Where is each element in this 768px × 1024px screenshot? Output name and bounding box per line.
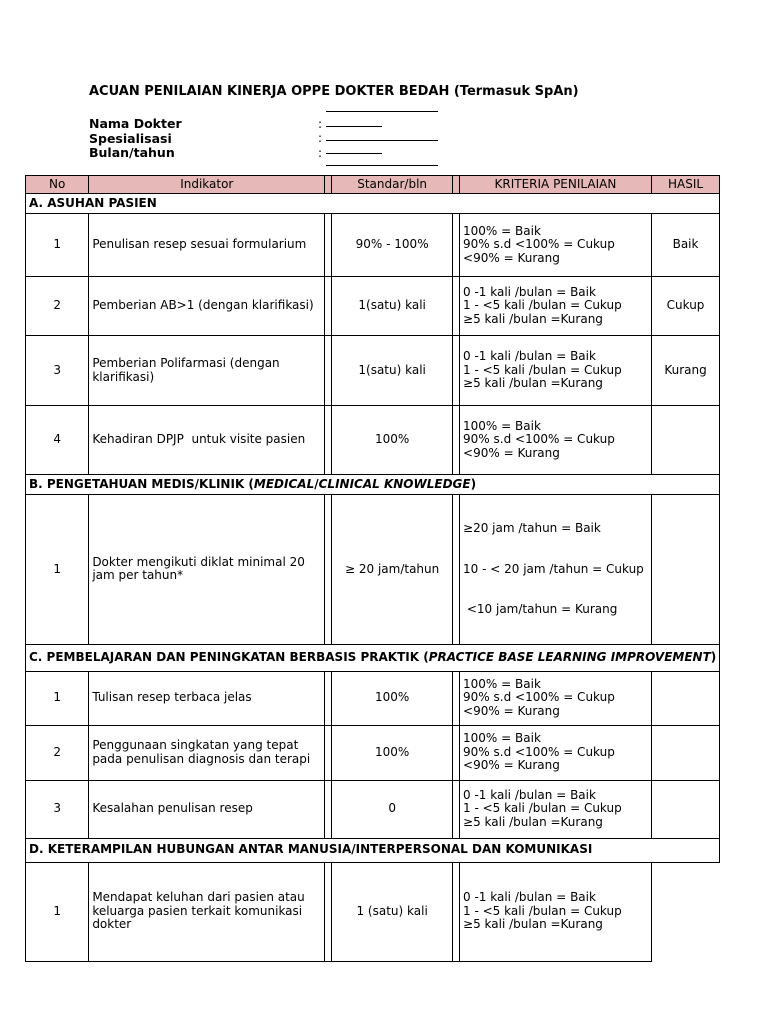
- section-title-part: ): [710, 649, 717, 664]
- cell-indikator: Kehadiran DPJP untuk visite pasien: [89, 406, 325, 475]
- kriteria-line: 1 - <5 kali /bulan = Cukup: [463, 903, 622, 918]
- table-row: [26, 406, 720, 475]
- field-line-extra[interactable]: [326, 165, 438, 166]
- cell-kriteria: [460, 495, 652, 645]
- kriteria-line: 0 -1 kali /bulan = Baik: [463, 349, 596, 364]
- cell-kriteria: [460, 725, 652, 780]
- cell-no: 1: [26, 214, 89, 277]
- section-title-b: [26, 475, 720, 495]
- col-spacer: [325, 862, 332, 961]
- cell-indikator: Penulisan resep sesuai formularium: [89, 214, 325, 277]
- cell-kriteria: [460, 780, 652, 838]
- kriteria-line: <90% = Kurang: [463, 758, 560, 773]
- cell-no: 4: [26, 406, 89, 475]
- col-spacer: [325, 495, 332, 645]
- cell-indikator: Pemberian AB>1 (dengan klarifikasi): [89, 277, 325, 336]
- cell-kriteria: [460, 406, 652, 475]
- kriteria-line: ≥5 kali /bulan =Kurang: [463, 917, 603, 932]
- cell-no: 1: [26, 495, 89, 645]
- field-line-spesialisasi[interactable]: [326, 140, 438, 141]
- cell-hasil[interactable]: [651, 862, 719, 961]
- col-spacer: [452, 671, 459, 725]
- field-label-bulan-tahun: Bulan/tahun: [89, 145, 175, 160]
- kriteria-line: <90% = Kurang: [463, 703, 560, 718]
- col-spacer: [452, 780, 459, 838]
- cell-standar: 100%: [332, 406, 453, 475]
- col-header-standar: Standar/bln: [332, 176, 453, 194]
- document-title-text: ACUAN PENILAIAN KINERJA OPPE DOKTER BEDAH (Termasuk SpAn): [89, 84, 579, 99]
- cell-no: 3: [26, 336, 89, 406]
- kriteria-line: ≥20 jam /tahun = Baik: [463, 521, 601, 535]
- kriteria-line: 90% s.d <100% = Cukup: [463, 237, 615, 252]
- section-row: [26, 838, 720, 862]
- cell-hasil[interactable]: [651, 671, 719, 725]
- cell-standar: 100%: [332, 671, 453, 725]
- cell-no: 1: [26, 862, 89, 961]
- section-title-a: A. ASUHAN PASIEN: [26, 194, 720, 214]
- kriteria-line: 90% s.d <100% = Cukup: [463, 744, 615, 759]
- col-spacer: [325, 176, 332, 194]
- col-header-kriteria: KRITERIA PENILAIAN: [460, 176, 652, 194]
- cell-kriteria: [460, 862, 652, 961]
- cell-no: 1: [26, 671, 89, 725]
- cell-kriteria: [460, 214, 652, 277]
- col-spacer: [452, 495, 459, 645]
- cell-standar: 90% - 100%: [332, 214, 453, 277]
- col-spacer: [325, 406, 332, 475]
- kriteria-line: 90% s.d <100% = Cukup: [463, 432, 615, 447]
- cell-standar: 0: [332, 780, 453, 838]
- table-row: [26, 336, 720, 406]
- cell-kriteria: [460, 336, 652, 406]
- kriteria-line: 1 - <5 kali /bulan = Cukup: [463, 362, 622, 377]
- col-spacer: [325, 277, 332, 336]
- section-title-part: C. PEMBELAJARAN DAN PENINGKATAN BERBASIS PRAKTIK (: [29, 649, 429, 664]
- cell-no: 2: [26, 725, 89, 780]
- col-spacer: [325, 336, 332, 406]
- section-title-d: D. KETERAMPILAN HUBUNGAN ANTAR MANUSIA/INTERPERSONAL DAN KOMUNIKASI: [26, 838, 720, 862]
- col-spacer: [325, 671, 332, 725]
- cell-hasil[interactable]: Cukup: [651, 277, 719, 336]
- cell-indikator: Mendapat keluhan dari pasien atau keluarga pasien terkait komunikasi dokter: [89, 862, 325, 961]
- cell-indikator: Dokter mengikuti diklat minimal 20 jam per tahun*: [89, 495, 325, 645]
- col-header-indikator: Indikator: [89, 176, 325, 194]
- kriteria-line: 10 - < 20 jam /tahun = Cukup: [463, 561, 644, 576]
- col-spacer: [452, 862, 459, 961]
- kriteria-line: <90% = Kurang: [463, 445, 560, 460]
- kriteria-line: <90% = Kurang: [463, 250, 560, 265]
- cell-indikator: Tulisan resep terbaca jelas: [89, 671, 325, 725]
- section-title-part: B. PENGETAHUAN MEDIS/KLINIK (: [29, 476, 254, 491]
- document-title: [89, 84, 579, 99]
- table-row: [26, 671, 720, 725]
- cell-hasil[interactable]: Baik: [651, 214, 719, 277]
- cell-standar: 1 (satu) kali: [332, 862, 453, 961]
- col-spacer: [325, 780, 332, 838]
- field-line-bulan-tahun[interactable]: [326, 153, 382, 154]
- cell-kriteria: [460, 277, 652, 336]
- field-label-nama-dokter: Nama Dokter: [89, 116, 182, 131]
- col-spacer: [452, 336, 459, 406]
- table-header-row: [26, 176, 720, 194]
- cell-hasil[interactable]: [651, 406, 719, 475]
- col-spacer: [452, 176, 459, 194]
- col-header-no: No: [26, 176, 89, 194]
- cell-indikator: Pemberian Polifarmasi (dengan klarifikasi): [89, 336, 325, 406]
- field-label-spesialisasi: Spesialisasi: [89, 131, 172, 146]
- section-row: [26, 194, 720, 214]
- cell-indikator: Kesalahan penulisan resep: [89, 780, 325, 838]
- col-spacer: [452, 277, 459, 336]
- section-title-part: MEDICAL: [253, 476, 315, 491]
- kriteria-line: ≥5 kali /bulan =Kurang: [463, 814, 603, 829]
- col-spacer: [325, 725, 332, 780]
- section-title-part: /: [314, 476, 319, 491]
- field-colon: :: [318, 131, 323, 145]
- col-spacer: [452, 725, 459, 780]
- col-header-hasil: HASIL: [651, 176, 719, 194]
- kriteria-line: ≥5 kali /bulan =Kurang: [463, 311, 603, 326]
- title-underline: [326, 111, 438, 112]
- cell-standar: 1(satu) kali: [332, 277, 453, 336]
- col-spacer: [452, 214, 459, 277]
- field-colon: :: [318, 117, 323, 131]
- section-title-c: [26, 644, 720, 671]
- cell-indikator: Penggunaan singkatan yang tepat pada penulisan diagnosis dan terapi: [89, 725, 325, 780]
- kriteria-line: ≥5 kali /bulan =Kurang: [463, 376, 603, 391]
- kriteria-line: 100% = Baik: [463, 676, 541, 691]
- table-row: [26, 780, 720, 838]
- kriteria-line: 0 -1 kali /bulan = Baik: [463, 890, 596, 905]
- kriteria-line: 0 -1 kali /bulan = Baik: [463, 787, 596, 802]
- section-row: [26, 475, 720, 495]
- cell-standar: 1(satu) kali: [332, 336, 453, 406]
- table-row: [26, 495, 720, 645]
- section-title-part: CLINICAL KNOWLEDGE: [318, 476, 471, 491]
- cell-no: 2: [26, 277, 89, 336]
- section-title-part: ): [470, 476, 477, 491]
- kriteria-line: 1 - <5 kali /bulan = Cukup: [463, 298, 622, 313]
- col-spacer: [452, 406, 459, 475]
- kriteria-line: <10 jam/tahun = Kurang: [463, 602, 618, 616]
- field-colon: :: [318, 146, 323, 160]
- kriteria-line: 90% s.d <100% = Cukup: [463, 690, 615, 705]
- field-line-nama-dokter[interactable]: [326, 126, 382, 127]
- section-title-part: PRACTICE BASE LEARNING IMPROVEMENT: [428, 649, 711, 664]
- cell-hasil[interactable]: [651, 780, 719, 838]
- kriteria-line: 1 - <5 kali /bulan = Cukup: [463, 801, 622, 816]
- kriteria-line: 100% = Baik: [463, 223, 541, 238]
- kriteria-line: 100% = Baik: [463, 731, 541, 746]
- table-row: [26, 277, 720, 336]
- cell-hasil[interactable]: [651, 725, 719, 780]
- assessment-table: [25, 175, 720, 962]
- cell-standar: ≥ 20 jam/tahun: [332, 495, 453, 645]
- section-row: [26, 644, 720, 671]
- kriteria-line: 100% = Baik: [463, 418, 541, 433]
- cell-hasil[interactable]: Kurang: [651, 336, 719, 406]
- table-row: [26, 862, 720, 961]
- cell-standar: 100%: [332, 725, 453, 780]
- col-spacer: [325, 214, 332, 277]
- cell-hasil[interactable]: [651, 495, 719, 645]
- cell-no: 3: [26, 780, 89, 838]
- kriteria-line: 0 -1 kali /bulan = Baik: [463, 284, 596, 299]
- table-row: [26, 214, 720, 277]
- cell-kriteria: [460, 671, 652, 725]
- table-row: [26, 725, 720, 780]
